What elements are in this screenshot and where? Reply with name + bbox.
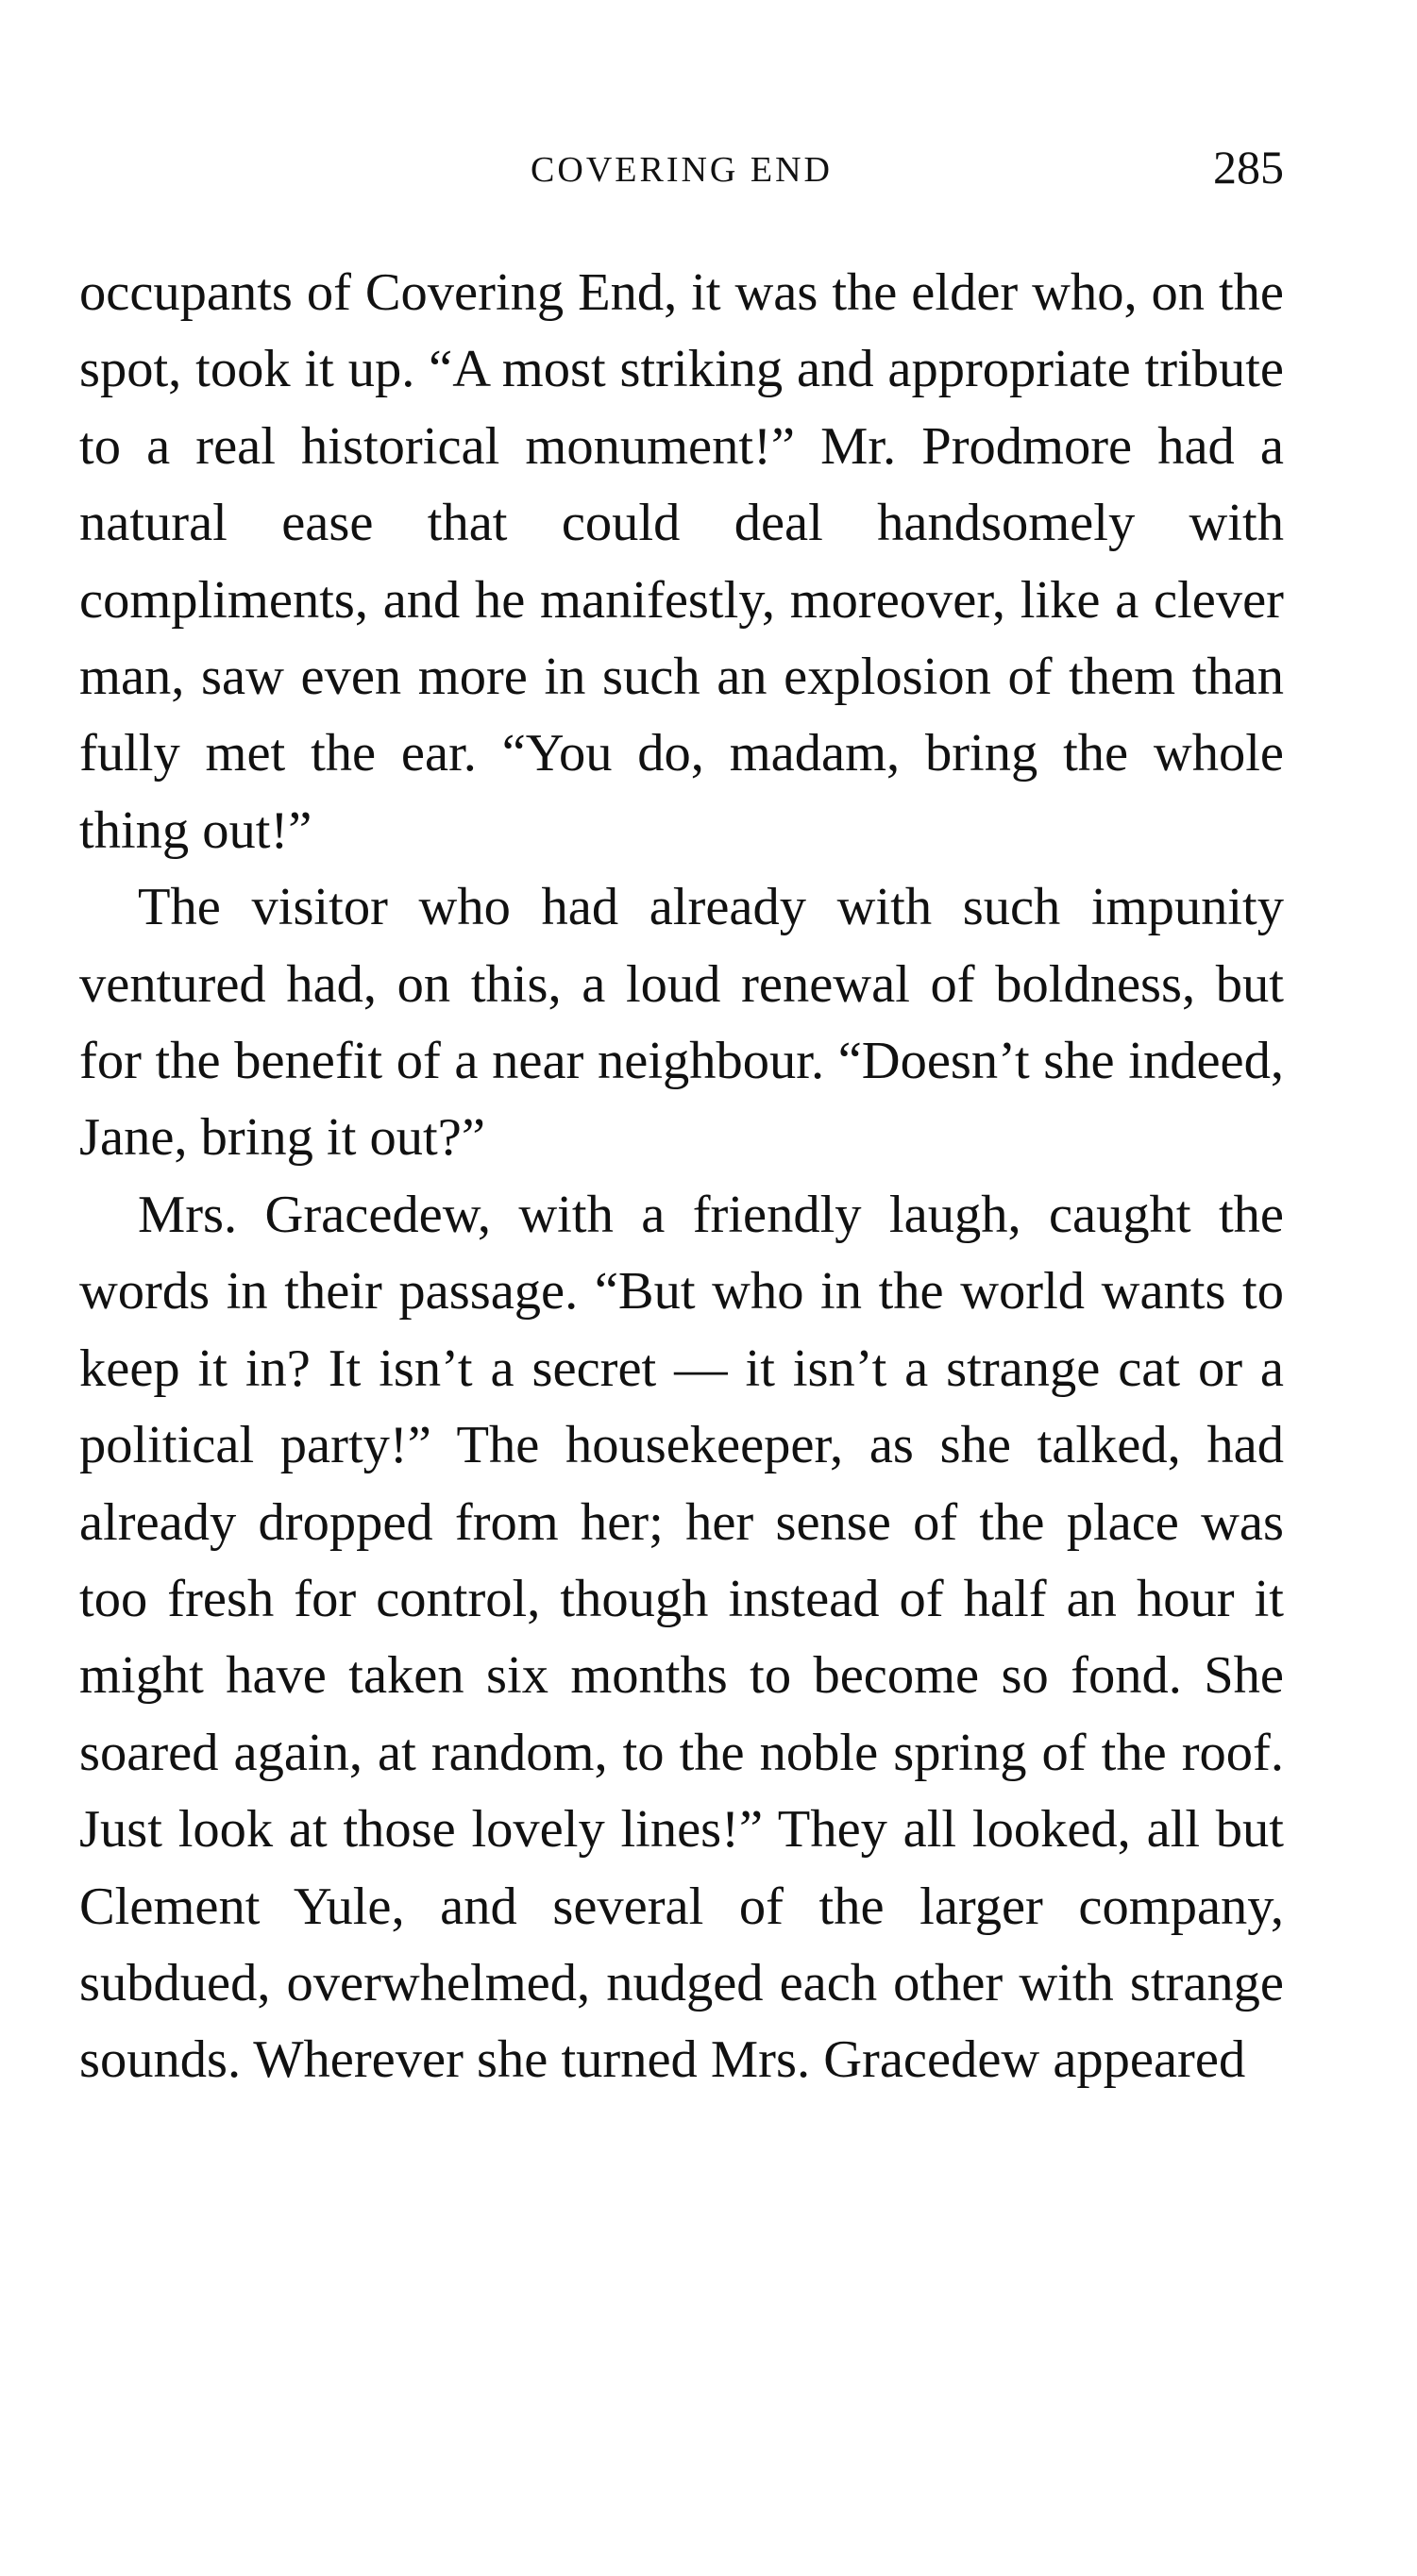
paragraph: The visitor who had already with such impunity ventured had, on this, a loud renewal of boldness, but for the benefit of a near neighbour. “Doesn’t she indeed, Jane, bring it out?” [79,878,1284,1168]
paragraph-continuation: occupants of Covering End, it was the elder who, on the spot, took it up. “A most striking and appropriate tribute to a real historical monument!” Mr. Prodmore had a natural ease that could deal handsomely with compliments, and he manifestly, moreover, like a clever man, saw even more in such an explosion of them than fully met the ear. “You do, madam, bring the whole thing out!” [79,263,1284,860]
page-number: 285 [1213,141,1284,194]
running-title: COVERING END [531,150,833,190]
paragraph: Mrs. Gracedew, with a friendly laugh, caught the words in their passage. “But who in the world wants to keep it in? It isn’t a secret — it isn’t a strange cat or a political party!” The housekeeper, as she talked, had already dropped from her; her sense of the place was too fresh for control, though instead of half an hour it might have taken six months to become so fond. She soared again, at random, to the noble spring of the roof. Just look at those lovely lines!” They all looked, all but Clement Yule, and several of the larger company, subdued, overwhelmed, nudged each other with strange sounds. Wherever she turned Mrs. Gracedew appeared [79,1185,1284,2090]
body-text [79,255,1284,2099]
page-header [79,140,1284,206]
